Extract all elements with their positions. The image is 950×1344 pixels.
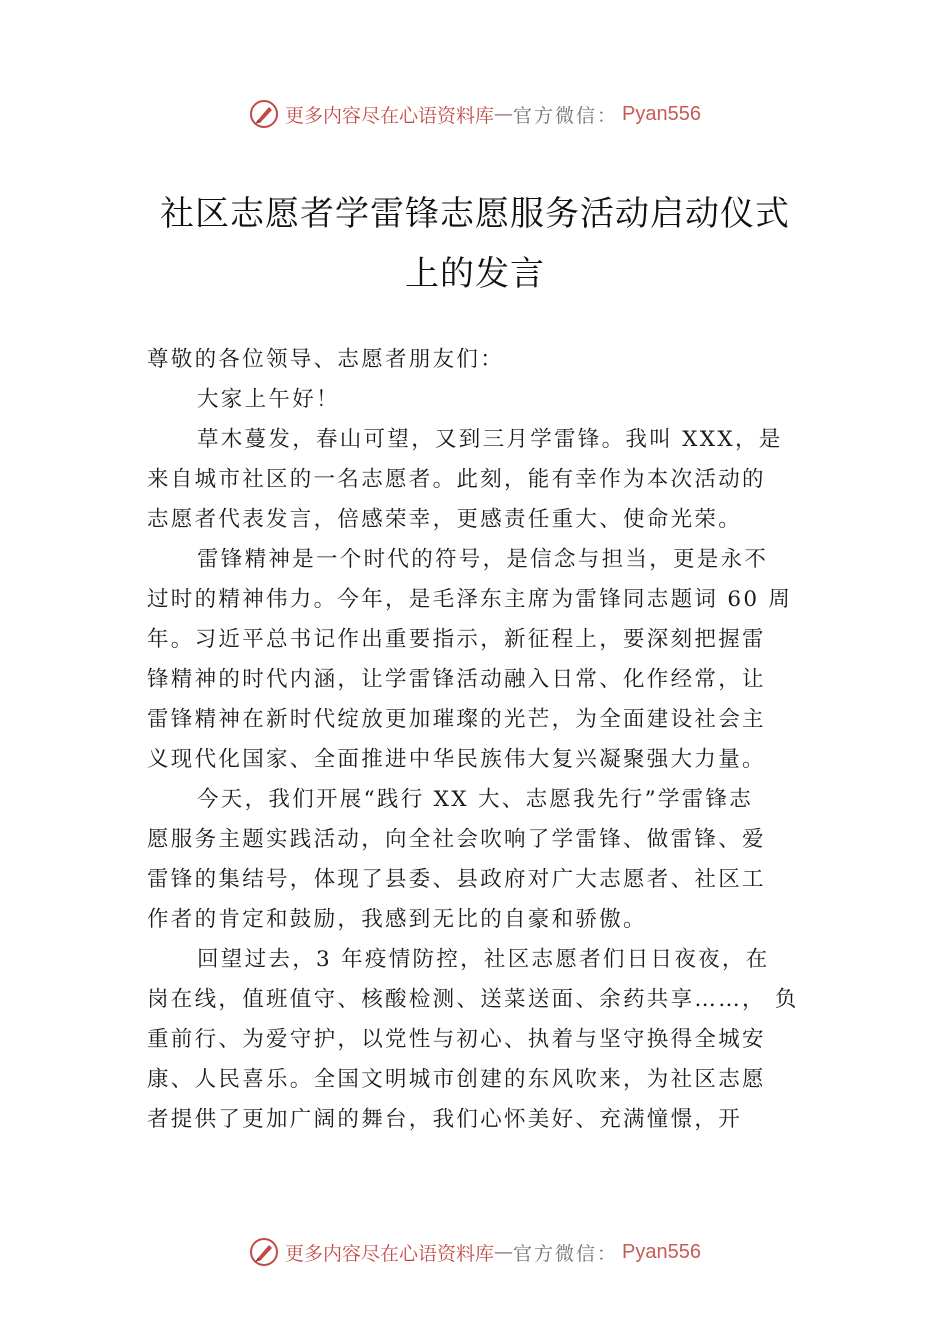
paragraph-4-line: 者提供了更加广阔的舞台，我们心怀美好、充满憧憬，开 bbox=[147, 1107, 743, 1132]
banner-text: 更多内容尽在心语资料库 bbox=[285, 104, 495, 127]
banner-text: 更多内容尽在心语资料库 bbox=[285, 1242, 495, 1265]
paragraph-2-line: 雷锋精神在新时代绽放更加璀璨的光芒，为全面建设社会主 bbox=[147, 707, 766, 732]
banner-separator: — bbox=[494, 1241, 514, 1263]
paragraph-4-line: 岗在线，值班值守、核酸检测、送菜送面、余药共享……， 负 bbox=[147, 987, 799, 1012]
paragraph-2-line: 过时的精神伟力。今年，是毛泽东主席为雷锋同志题词 60 周 bbox=[147, 587, 793, 612]
paragraph-4-line: 回望过去，3 年疫情防控，社区志愿者们日日夜夜，在 bbox=[197, 947, 770, 972]
banner-wechat-id: Pyan556 bbox=[622, 1240, 701, 1263]
paragraph-1-line: 来自城市社区的一名志愿者。此刻，能有幸作为本次活动的 bbox=[147, 467, 766, 492]
paragraph-3-line: 愿服务主题实践活动，向全社会吹响了学雷锋、做雷锋、爱 bbox=[147, 827, 766, 852]
banner-wechat-id: Pyan556 bbox=[622, 102, 701, 125]
paragraph-1-line: 志愿者代表发言，倍感荣幸，更感责任重大、使命光荣。 bbox=[147, 507, 743, 532]
paragraph-2-line: 义现代化国家、全面推进中华民族伟大复兴凝聚强大力量。 bbox=[147, 747, 766, 772]
paragraph-3-line: 今天，我们开展“践行 XX 大、志愿我先行”学雷锋志 bbox=[197, 787, 754, 812]
paragraph-2-line: 雷锋精神是一个时代的符号，是信念与担当，更是永不 bbox=[197, 547, 769, 572]
paragraph-3-line: 作者的肯定和鼓励，我感到无比的自豪和骄傲。 bbox=[147, 907, 647, 932]
quill-logo-icon bbox=[249, 99, 279, 129]
salutation: 尊敬的各位领导、志愿者朋友们： bbox=[147, 347, 505, 372]
paragraph-3-line: 雷锋的集结号，体现了县委、县政府对广大志愿者、社区工 bbox=[147, 867, 766, 892]
paragraph-1-line: 草木蔓发，春山可望，又到三月学雷锋。我叫 XXX，是 bbox=[197, 427, 783, 452]
paragraph-4-line: 康、人民喜乐。全国文明城市创建的东风吹来，为社区志愿 bbox=[147, 1067, 766, 1092]
greeting: 大家上午好！ bbox=[197, 387, 340, 412]
banner-separator: — bbox=[494, 103, 514, 125]
banner-wechat-label: 官方微信： bbox=[513, 1242, 619, 1265]
paragraph-2-line: 锋精神的时代内涵，让学雷锋活动融入日常、化作经常，让 bbox=[147, 667, 766, 692]
document-title-line-2: 上的发言 bbox=[405, 254, 545, 294]
banner-wechat-label: 官方微信： bbox=[513, 104, 619, 127]
paragraph-4-line: 重前行、为爱守护，以党性与初心、执着与坚守换得全城安 bbox=[147, 1027, 766, 1052]
quill-logo-icon bbox=[249, 1237, 279, 1267]
header-banner bbox=[0, 94, 950, 134]
paragraph-2-line: 年。习近平总书记作出重要指示，新征程上，要深刻把握雷 bbox=[147, 627, 766, 652]
footer-banner bbox=[0, 1232, 950, 1272]
document-title-line-1: 社区志愿者学雷锋志愿服务活动启动仪式 bbox=[160, 194, 790, 234]
